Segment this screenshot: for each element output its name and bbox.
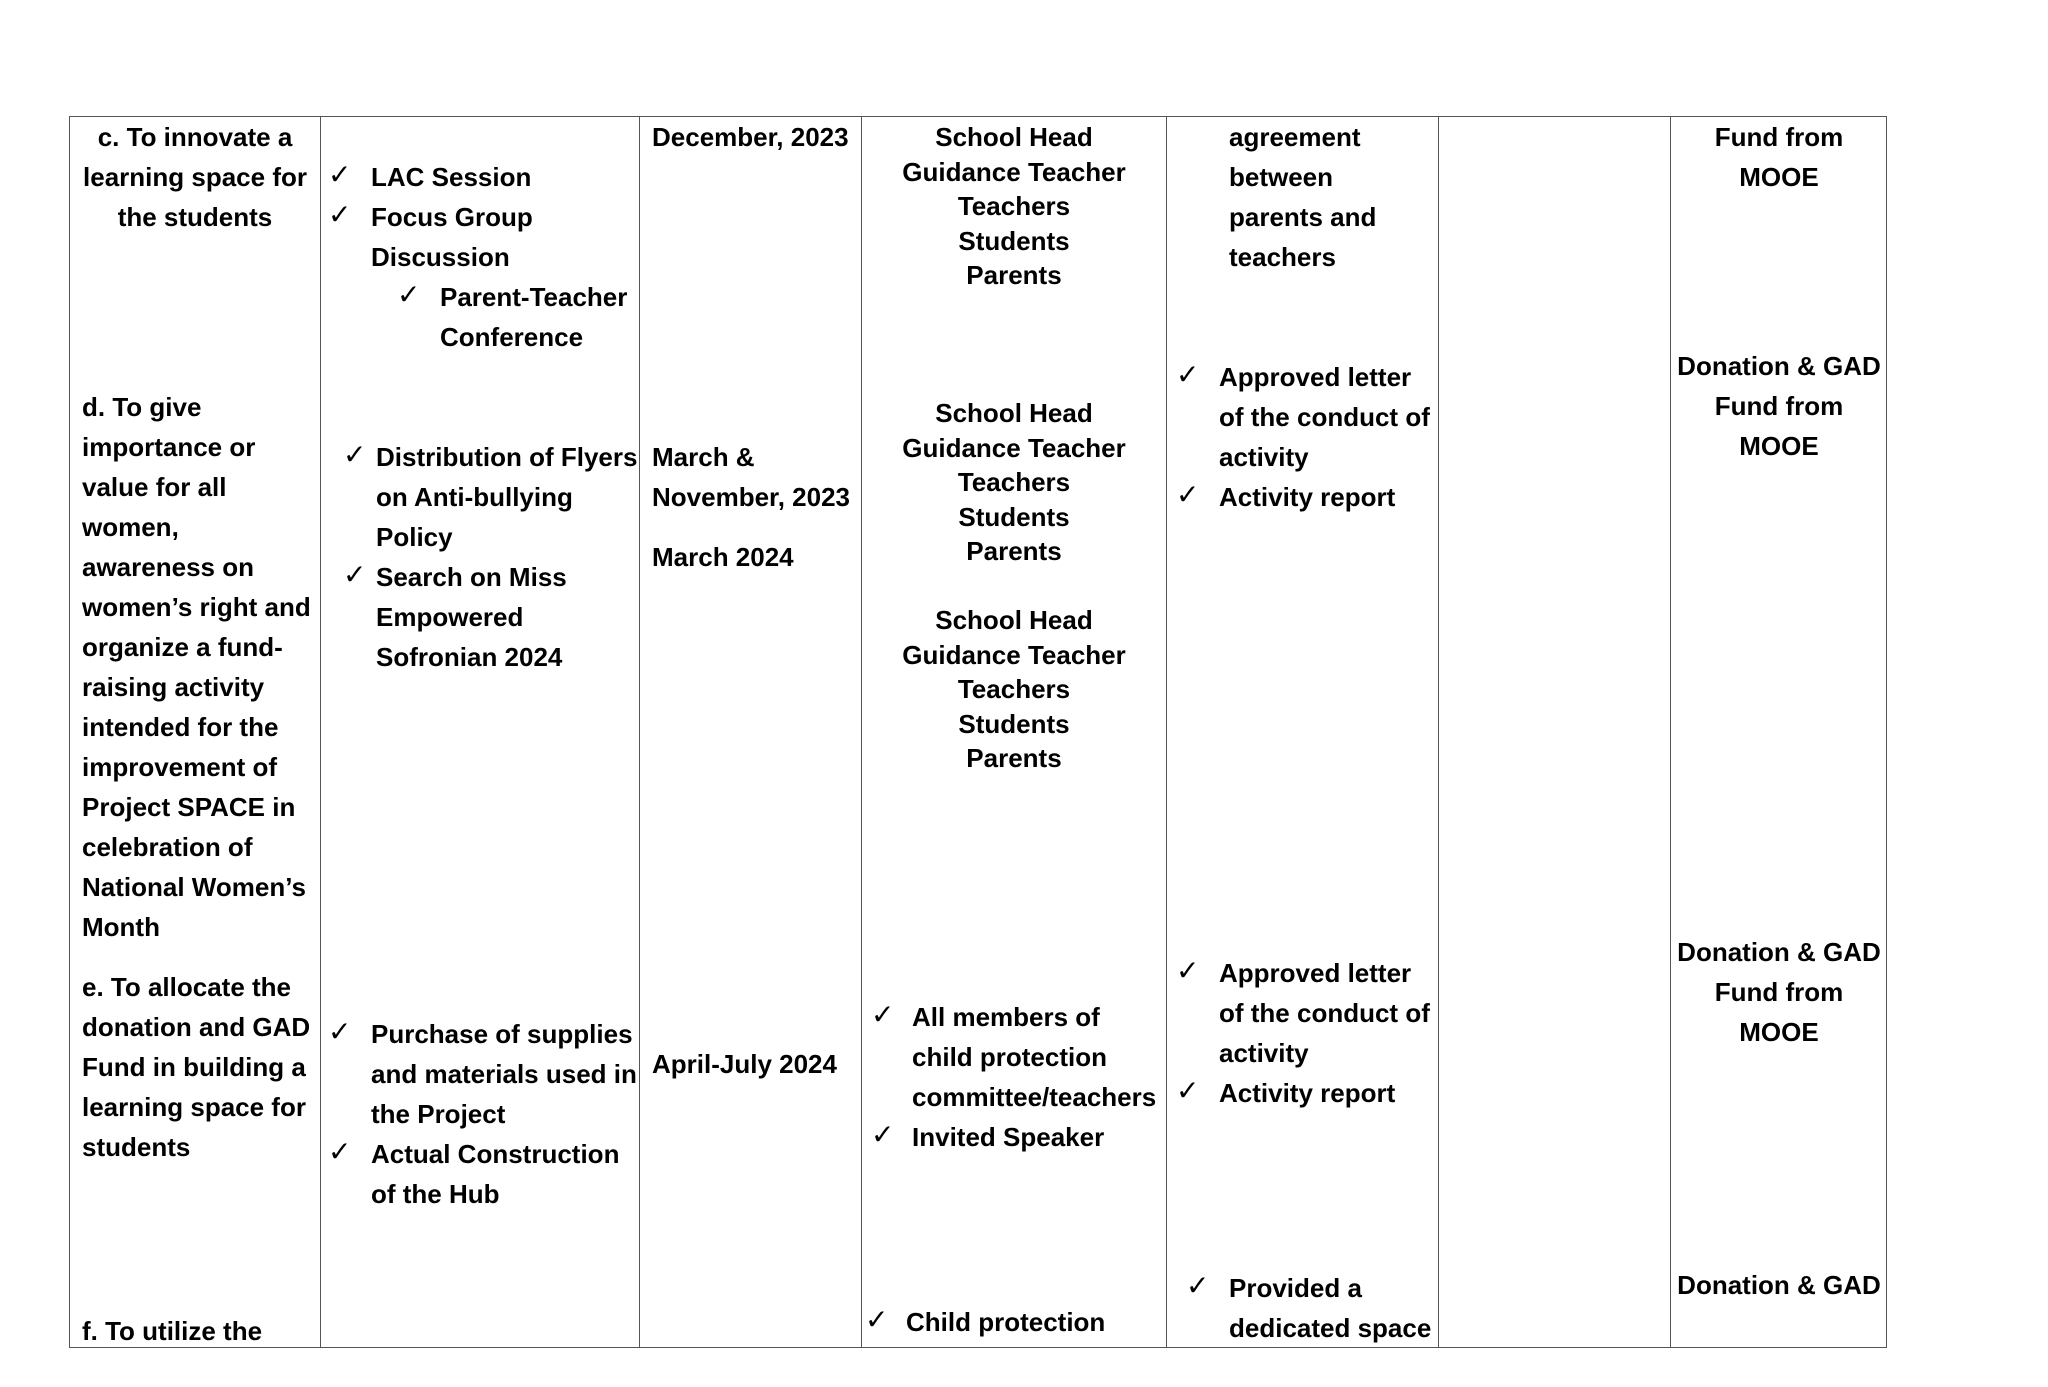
check-icon: ✓ xyxy=(1176,359,1200,390)
objective-d: d. To give importance or value for all women, awareness on women’s right and organize a fund- raising activity intended for the improvement of Project SPACE in celebration of National Women’s Month xyxy=(82,392,311,942)
outputs-c: agreement between parents and teachers xyxy=(1229,122,1377,272)
check-icon: ✓ xyxy=(1176,955,1200,986)
objective-f: f. To utilize the xyxy=(82,1316,263,1346)
timeline-c: December, 2023 xyxy=(652,122,849,152)
activity-item: Parent-Teacher Conference xyxy=(440,282,628,352)
budget-c: Fund from MOOE xyxy=(1714,122,1844,192)
timeline-e: April-July 2024 xyxy=(652,1049,837,1079)
check-icon: ✓ xyxy=(343,439,367,470)
activity-item: Search on Miss Empowered Sofronian 2024 xyxy=(376,562,567,672)
check-icon: ✓ xyxy=(328,1016,352,1047)
persons-d: School Head Guidance Teacher Teachers Students Parents xyxy=(902,398,1126,566)
activity-item: Actual Construction of the Hub xyxy=(371,1139,620,1209)
column-divider xyxy=(1670,116,1671,1348)
persons-item: Invited Speaker xyxy=(912,1122,1105,1152)
column-divider xyxy=(1438,116,1439,1348)
check-icon: ✓ xyxy=(1186,1270,1210,1301)
check-icon: ✓ xyxy=(328,199,352,230)
check-icon: ✓ xyxy=(328,1136,352,1167)
persons-item: All members of child protection committee/teachers xyxy=(912,1002,1157,1112)
activity-item: LAC Session xyxy=(371,162,532,192)
column-divider xyxy=(861,116,862,1348)
check-icon: ✓ xyxy=(1176,479,1200,510)
persons-c: School Head Guidance Teacher Teachers Students Parents xyxy=(902,122,1126,290)
column-divider xyxy=(639,116,640,1348)
persons-item: Child protection xyxy=(906,1307,1106,1337)
column-divider xyxy=(1166,116,1167,1348)
budget-e: Donation & GAD Fund from MOOE xyxy=(1677,937,1881,1047)
timeline-d: March & November, 2023 xyxy=(652,442,851,512)
column-divider xyxy=(320,116,321,1348)
activity-item: Purchase of supplies and materials used in the Project xyxy=(371,1019,637,1129)
objective-e: e. To allocate the donation and GAD Fund in building a learning space for students xyxy=(82,972,311,1162)
check-icon: ✓ xyxy=(328,159,352,190)
activity-item: Focus Group Discussion xyxy=(371,202,533,272)
budget-d: Donation & GAD Fund from MOOE xyxy=(1677,351,1881,461)
check-icon: ✓ xyxy=(1176,1075,1200,1106)
timeline-d2: March 2024 xyxy=(652,542,794,572)
objective-c: c. To innovate a learning space for the students xyxy=(83,122,307,232)
output-item: Approved letter of the conduct of activity xyxy=(1219,362,1430,472)
output-item: Provided a dedicated space xyxy=(1229,1273,1432,1343)
persons-d2: School Head Guidance Teacher Teachers Students Parents xyxy=(902,605,1126,773)
activity-item: Distribution of Flyers on Anti-bullying Policy xyxy=(376,442,638,552)
budget-f: Donation & GAD xyxy=(1677,1270,1881,1300)
check-icon: ✓ xyxy=(871,999,895,1030)
check-icon: ✓ xyxy=(871,1119,895,1150)
output-item: Activity report xyxy=(1219,1078,1396,1108)
check-icon: ✓ xyxy=(397,279,421,310)
check-icon: ✓ xyxy=(865,1304,889,1335)
output-item: Approved letter of the conduct of activity xyxy=(1219,958,1430,1068)
check-icon: ✓ xyxy=(343,559,367,590)
output-item: Activity report xyxy=(1219,482,1396,512)
